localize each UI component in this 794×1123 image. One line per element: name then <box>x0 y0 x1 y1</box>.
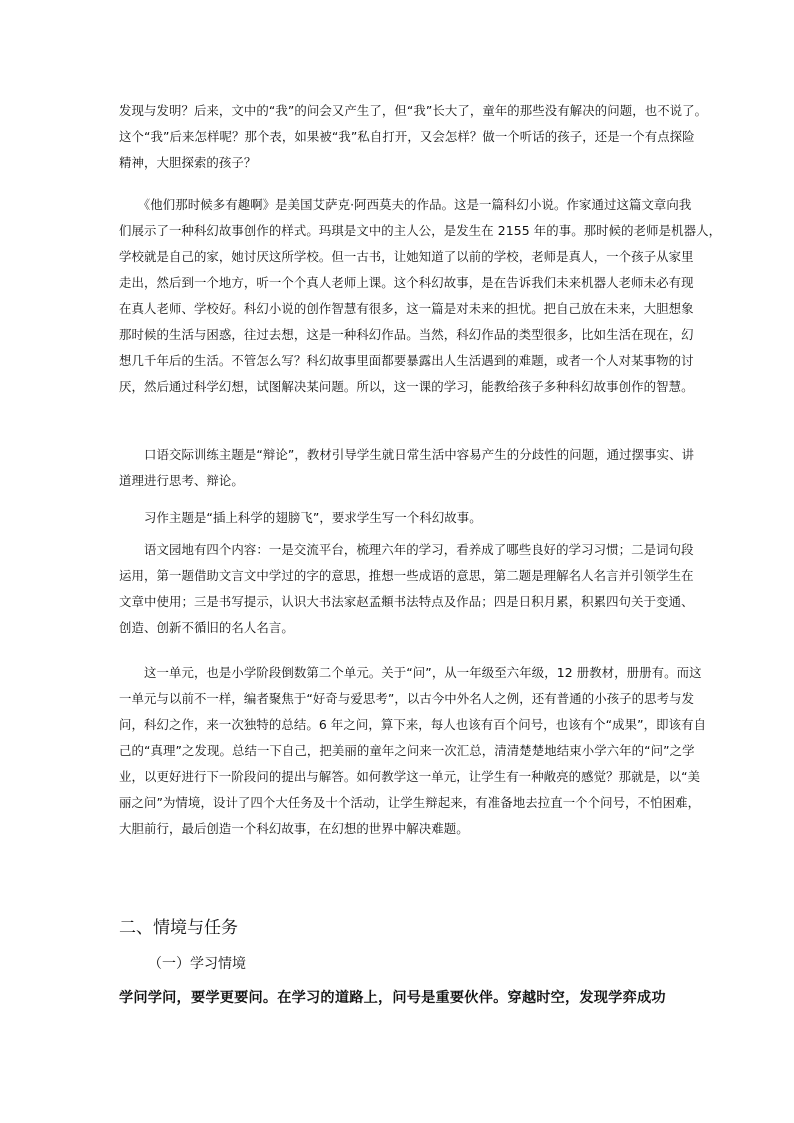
text-line: 问，科幻之作，来一次独特的总结。6 年之问，算下来，每人也该有百个问号，也该有个“成果”，即该有自 <box>119 717 707 732</box>
text-line: 道理进行思考、辩论。 <box>119 473 244 488</box>
paragraph-4 <box>119 505 679 531</box>
text-line: 己的“真理”之发现。总结一下自己，把美丽的童年之问来一次汇总，清清楚楚地结束小学六年的“问”之学 <box>119 743 695 758</box>
text-line: 发现与发明？后来，文中的“我”的问会又产生了，但“我”长大了，童年的那些没有解决的问题，也不说了。 <box>119 103 708 118</box>
paragraph-1 <box>119 98 708 176</box>
text-line: 丽之问”为情境，设计了四个大任务及十个活动，让学生辩起来，有准备地去拉直一个个问号，不怕困难， <box>119 795 701 810</box>
text-line: 业，以更好进行下一阶段问的提出与解答。如何教学这一单元，让学生有一种敞亮的感觉？那就是，以“美 <box>119 769 701 784</box>
text-line: 们展示了一种科幻故事创作的样式。玛琪是文中的主人公，是发生在 2155 年的事。那时候的老师是机器人， <box>119 223 722 238</box>
text-line: 精神，大胆探索的孩子？ <box>119 155 257 170</box>
subsection-heading: （一）学习情境 <box>148 956 246 972</box>
text-line: 走出，然后到一个地方，听一个个真人老师上课。这个科幻故事，是在告诉我们未来机器人老师未必有现 <box>119 275 694 290</box>
text-line: 想几千年后的生活。不管怎么写？科幻故事里面都要暴露出人生活遇到的难题，或者一个人对某事物的讨 <box>119 353 694 368</box>
text-line: 口语交际训练主题是“辩论”，教材引导学生就日常生活中容易产生的分歧性的问题，通过摆事实、讲 <box>119 447 695 462</box>
paragraph-2 <box>119 192 722 400</box>
lead-paragraph: 学问学问，要学更要问。在学习的道路上，问号是重要伙伴。穿越时空，发现学弈成功 <box>119 990 666 1006</box>
text-line: 学校就是自己的家，她讨厌这所学校。但一古书，让她知道了以前的学校，老师是真人，一个孩子从家里 <box>119 249 694 264</box>
text-line: 一单元与以前不一样，编者聚焦于“好奇与爱思考”，以古今中外名人之例，还有普通的小孩子的思考与发 <box>119 691 695 706</box>
text-line: 运用，第一题借助文言文中学过的字的意思，推想一些成语的意思，第二题是理解名人名言并引领学生在 <box>119 568 694 583</box>
text-line: 这个“我”后来怎样呢？那个表，如果被“我”私自打开，又会怎样？做一个听话的孩子，还是一个有点探险 <box>119 129 695 144</box>
text-line: 语文园地有四个内容：一是交流平台，梳理六年的学习，看养成了哪些良好的学习习惯；二是词句段 <box>119 542 694 557</box>
text-line: 这一单元，也是小学阶段倒数第二个单元。关于“问”，从一年级至六年级，12 册教材，册册有。而这 <box>119 665 702 680</box>
text-line: 厌，然后通过科学幻想，试图解决某问题。所以，这一课的学习，能教给孩子多种科幻故事创作的智慧。 <box>119 379 694 394</box>
section-heading: 二、情境与任务 <box>119 918 238 938</box>
text-line: 那时候的生活与困惑，往过去想，这是一种科幻作品。当然，科幻作品的类型很多，比如生活在现在，幻 <box>119 327 694 342</box>
paragraph-6 <box>119 660 707 842</box>
paragraph-5 <box>119 537 694 641</box>
text-line: 习作主题是“插上科学的翅膀飞”，要求学生写一个科幻故事。 <box>119 510 482 525</box>
text-line: 创造、创新不循旧的名人名言。 <box>119 620 294 635</box>
text-line: 《他们那时候多有趣啊》是美国艾萨克·阿西莫夫的作品。这是一篇科幻小说。作家通过这篇文章向我 <box>119 197 692 212</box>
paragraph-3 <box>119 442 695 494</box>
text-line: 在真人老师、学校好。科幻小说的创作智慧有很多，这一篇是对未来的担忧。把自己放在未来，大胆想象 <box>119 301 694 316</box>
text-line: 文章中使用；三是书写提示，认识大书法家赵孟頫书法特点及作品；四是日积月累，积累四句关于变通、 <box>119 594 694 609</box>
text-line: 大胆前行，最后创造一个科幻故事，在幻想的世界中解决难题。 <box>119 821 469 836</box>
